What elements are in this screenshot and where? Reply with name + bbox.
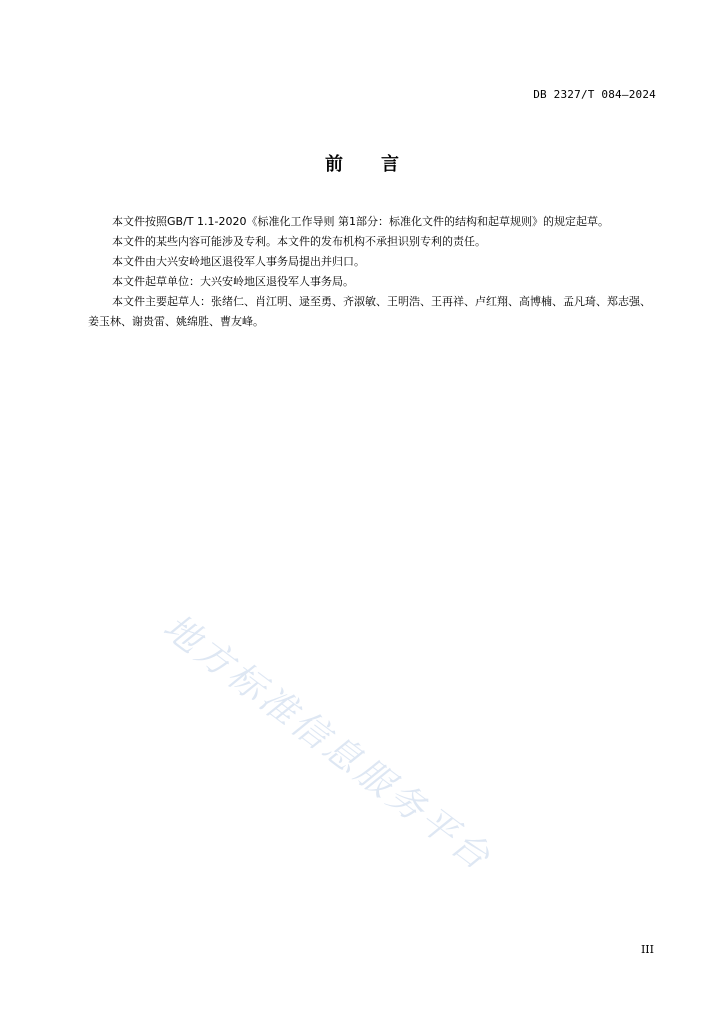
paragraph-patent-notice: 本文件的某些内容可能涉及专利。本文件的发布机构不承担识别专利的责任。 bbox=[112, 235, 486, 248]
foreword-body bbox=[88, 212, 658, 332]
paragraph-proposer: 本文件由大兴安岭地区退役军人事务局提出并归口。 bbox=[112, 255, 365, 268]
paragraph-drafters: 本文件主要起草人：张绪仁、肖江明、逯至勇、齐淑敏、王明浩、王再祥、卢红翔、高博楠、孟凡琦、郑志强、姜玉林、谢贵雷、姚绵胜、曹友峰。 bbox=[88, 295, 651, 328]
paragraph-drafting-unit: 本文件起草单位：大兴安岭地区退役军人事务局。 bbox=[112, 275, 354, 288]
watermark: 地方标准信息服务平台 bbox=[155, 606, 500, 880]
page-number: III bbox=[640, 943, 654, 956]
page-title: 前言 bbox=[325, 154, 437, 175]
document-code: DB 2327/T 084—2024 bbox=[533, 88, 656, 101]
paragraph-standard-basis: 本文件按照GB/T 1.1-2020《标准化工作导则 第1部分：标准化文件的结构和起草规则》的规定起草。 bbox=[112, 215, 609, 228]
